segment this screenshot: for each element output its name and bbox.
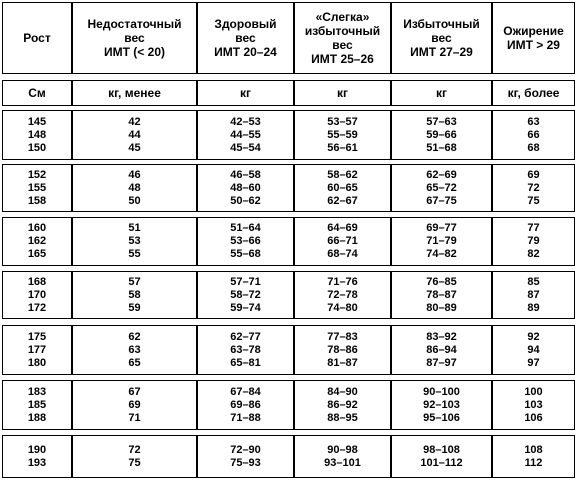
table-value: 75–93 bbox=[230, 456, 261, 469]
header-overweight bbox=[391, 2, 492, 74]
group-5-slightly-overweight bbox=[294, 325, 391, 375]
table-value: 165 bbox=[27, 248, 47, 260]
table-value: 112 bbox=[524, 456, 543, 469]
group-2-healthy bbox=[197, 164, 294, 212]
table-value: 69 bbox=[527, 168, 540, 181]
table-value: 46–58 bbox=[230, 168, 261, 181]
group-1-slightly-overweight bbox=[294, 110, 391, 160]
group-3-height bbox=[2, 217, 72, 266]
group-4-height bbox=[2, 271, 72, 319]
group-7-height bbox=[2, 435, 72, 478]
table-value: 72–78 bbox=[327, 288, 358, 301]
table-value: 180 bbox=[27, 356, 47, 369]
table-value: 76–85 bbox=[426, 275, 457, 288]
table-value: 92–103 bbox=[423, 398, 460, 411]
header-line: Избыточный bbox=[403, 17, 480, 31]
table-value: 86–92 bbox=[327, 398, 358, 411]
table-value: 175 bbox=[27, 330, 47, 343]
table-value: 74–80 bbox=[327, 301, 358, 314]
table-value: 93–101 bbox=[324, 456, 361, 469]
table-value: 59–66 bbox=[426, 128, 457, 141]
table-value: 95–106 bbox=[423, 411, 460, 424]
table-value: 69–77 bbox=[426, 222, 457, 234]
table-value: 65–81 bbox=[230, 356, 261, 369]
header-line: вес bbox=[235, 31, 256, 45]
table-value: 68 bbox=[527, 141, 540, 154]
table-value: 155 bbox=[27, 181, 47, 194]
group-2-overweight bbox=[391, 164, 492, 212]
header-line: Рост bbox=[23, 31, 51, 45]
table-value: 71–79 bbox=[426, 235, 457, 247]
unit-height: См bbox=[2, 80, 72, 106]
table-value: 150 bbox=[27, 141, 47, 154]
table-value: 57 bbox=[128, 275, 141, 288]
table-value: 168 bbox=[27, 275, 47, 288]
header-line: ИМТ > 29 bbox=[507, 38, 560, 52]
table-value: 67 bbox=[128, 385, 141, 398]
table-value: 59–74 bbox=[230, 301, 261, 314]
group-4-overweight bbox=[391, 271, 492, 319]
header-line: Недостаточный bbox=[87, 17, 182, 31]
table-value: 81–87 bbox=[327, 356, 358, 369]
table-value: 172 bbox=[27, 301, 47, 314]
table-value: 183 bbox=[27, 385, 47, 398]
group-1-overweight bbox=[391, 110, 492, 160]
group-6-overweight bbox=[391, 380, 492, 430]
table-value: 85 bbox=[527, 275, 540, 288]
group-7-underweight bbox=[72, 435, 197, 478]
table-value: 62 bbox=[128, 330, 141, 343]
table-value: 51–64 bbox=[230, 222, 261, 234]
table-value: 158 bbox=[27, 194, 47, 207]
table-value: 53–66 bbox=[230, 235, 261, 247]
table-value: 84–90 bbox=[327, 385, 358, 398]
header-line: «Слегка» bbox=[315, 10, 370, 24]
table-value: 55 bbox=[128, 248, 141, 260]
table-value: 64–69 bbox=[327, 222, 358, 234]
table-value: 65–72 bbox=[426, 181, 457, 194]
table-value: 51 bbox=[128, 222, 141, 234]
header-obese bbox=[492, 2, 575, 74]
group-7-slightly-overweight bbox=[294, 435, 391, 478]
table-value: 50–62 bbox=[230, 194, 261, 207]
table-value: 66–71 bbox=[327, 235, 358, 247]
table-value: 87–97 bbox=[426, 356, 457, 369]
header-line: ИМТ 20–24 bbox=[214, 45, 277, 59]
table-value: 185 bbox=[27, 398, 47, 411]
table-value: 108 bbox=[524, 443, 543, 456]
table-value: 53 bbox=[128, 235, 141, 247]
group-3-slightly-overweight bbox=[294, 217, 391, 266]
group-1-obese bbox=[492, 110, 575, 160]
table-value: 98–108 bbox=[423, 443, 460, 456]
table-value: 170 bbox=[27, 288, 47, 301]
table-value: 57–71 bbox=[230, 275, 261, 288]
header-line: вес bbox=[124, 31, 145, 45]
group-7-healthy bbox=[197, 435, 294, 478]
header-line: Здоровый bbox=[214, 17, 277, 31]
group-1-healthy bbox=[197, 110, 294, 160]
header-slightly-overweight bbox=[294, 2, 391, 74]
table-value: 46 bbox=[128, 168, 141, 181]
table-value: 57–63 bbox=[426, 115, 457, 128]
table-value: 69–86 bbox=[230, 398, 261, 411]
table-value: 48–60 bbox=[230, 181, 261, 194]
table-value: 58–72 bbox=[230, 288, 261, 301]
table-value: 77–83 bbox=[327, 330, 358, 343]
unit-slightly-overweight: кг bbox=[294, 80, 391, 106]
group-3-underweight bbox=[72, 217, 197, 266]
table-value: 55–59 bbox=[327, 128, 358, 141]
group-7-obese bbox=[492, 435, 575, 478]
table-value: 60–65 bbox=[327, 181, 358, 194]
header-line: избыточный bbox=[304, 24, 381, 38]
table-value: 97 bbox=[527, 356, 540, 369]
table-value: 44–55 bbox=[230, 128, 261, 141]
group-2-obese bbox=[492, 164, 575, 212]
group-1-height bbox=[2, 110, 72, 160]
group-6-obese bbox=[492, 380, 575, 430]
table-value: 82 bbox=[527, 248, 540, 260]
table-value: 51–68 bbox=[426, 141, 457, 154]
group-6-healthy bbox=[197, 380, 294, 430]
table-value: 79 bbox=[527, 235, 540, 247]
group-4-slightly-overweight bbox=[294, 271, 391, 319]
table-value: 177 bbox=[27, 343, 47, 356]
group-6-underweight bbox=[72, 380, 197, 430]
table-value: 67–84 bbox=[230, 385, 261, 398]
table-value: 78–87 bbox=[426, 288, 457, 301]
group-3-obese bbox=[492, 217, 575, 266]
group-5-healthy bbox=[197, 325, 294, 375]
group-5-underweight bbox=[72, 325, 197, 375]
group-4-healthy bbox=[197, 271, 294, 319]
unit-obese: кг, более bbox=[492, 80, 575, 106]
table-value: 59 bbox=[128, 301, 141, 314]
table-value: 74–82 bbox=[426, 248, 457, 260]
table-value: 86–94 bbox=[426, 343, 457, 356]
group-3-overweight bbox=[391, 217, 492, 266]
table-value: 90–98 bbox=[327, 443, 358, 456]
table-value: 106 bbox=[524, 411, 543, 424]
table-value: 89 bbox=[527, 301, 540, 314]
table-value: 148 bbox=[27, 128, 47, 141]
table-value: 75 bbox=[128, 456, 141, 469]
table-value: 63 bbox=[128, 343, 141, 356]
group-7-overweight bbox=[391, 435, 492, 478]
group-2-height bbox=[2, 164, 72, 212]
group-1-underweight bbox=[72, 110, 197, 160]
table-value: 58–62 bbox=[327, 168, 358, 181]
table-value: 69 bbox=[128, 398, 141, 411]
table-value: 71–76 bbox=[327, 275, 358, 288]
header-height bbox=[2, 2, 72, 74]
table-value: 45 bbox=[128, 141, 141, 154]
group-6-slightly-overweight bbox=[294, 380, 391, 430]
table-value: 162 bbox=[27, 235, 47, 247]
table-value: 72 bbox=[128, 443, 141, 456]
table-value: 92 bbox=[527, 330, 540, 343]
table-value: 44 bbox=[128, 128, 141, 141]
table-value: 50 bbox=[128, 194, 141, 207]
table-value: 68–74 bbox=[327, 248, 358, 260]
header-line: вес bbox=[431, 31, 452, 45]
table-value: 62–69 bbox=[426, 168, 457, 181]
table-value: 67–75 bbox=[426, 194, 457, 207]
table-value: 160 bbox=[27, 222, 47, 234]
group-3-healthy bbox=[197, 217, 294, 266]
table-value: 63–78 bbox=[230, 343, 261, 356]
table-value: 71–88 bbox=[230, 411, 261, 424]
table-value: 72 bbox=[527, 181, 540, 194]
table-value: 94 bbox=[527, 343, 540, 356]
unit-underweight: кг, менее bbox=[72, 80, 197, 106]
table-value: 188 bbox=[27, 411, 47, 424]
table-value: 152 bbox=[27, 168, 47, 181]
group-2-slightly-overweight bbox=[294, 164, 391, 212]
group-5-obese bbox=[492, 325, 575, 375]
table-value: 103 bbox=[524, 398, 543, 411]
table-value: 83–92 bbox=[426, 330, 457, 343]
unit-overweight: кг bbox=[391, 80, 492, 106]
table-value: 55–68 bbox=[230, 248, 261, 260]
table-value: 87 bbox=[527, 288, 540, 301]
group-4-underweight bbox=[72, 271, 197, 319]
table-value: 42 bbox=[128, 115, 141, 128]
header-line: вес bbox=[332, 38, 353, 52]
header-line: Ожирение bbox=[503, 24, 564, 38]
table-value: 66 bbox=[527, 128, 540, 141]
table-value: 145 bbox=[27, 115, 47, 128]
header-underweight bbox=[72, 2, 197, 74]
table-value: 80–89 bbox=[426, 301, 457, 314]
table-value: 101–112 bbox=[420, 456, 463, 469]
table-value: 42–53 bbox=[230, 115, 261, 128]
group-5-overweight bbox=[391, 325, 492, 375]
table-value: 62–77 bbox=[230, 330, 261, 343]
table-value: 72–90 bbox=[230, 443, 261, 456]
header-healthy bbox=[197, 2, 294, 74]
table-value: 71 bbox=[128, 411, 141, 424]
header-line: ИМТ 27–29 bbox=[410, 45, 473, 59]
table-value: 58 bbox=[128, 288, 141, 301]
table-value: 193 bbox=[27, 456, 47, 469]
table-value: 48 bbox=[128, 181, 141, 194]
table-value: 75 bbox=[527, 194, 540, 207]
header-line: ИМТ (< 20) bbox=[104, 45, 165, 59]
table-value: 63 bbox=[527, 115, 540, 128]
table-value: 78–86 bbox=[327, 343, 358, 356]
group-6-height bbox=[2, 380, 72, 430]
table-value: 45–54 bbox=[230, 141, 261, 154]
table-value: 90–100 bbox=[423, 385, 460, 398]
group-2-underweight bbox=[72, 164, 197, 212]
unit-healthy: кг bbox=[197, 80, 294, 106]
group-4-obese bbox=[492, 271, 575, 319]
table-value: 65 bbox=[128, 356, 141, 369]
table-value: 100 bbox=[524, 385, 543, 398]
table-value: 77 bbox=[527, 222, 540, 234]
table-value: 88–95 bbox=[327, 411, 358, 424]
header-line: ИМТ 25–26 bbox=[311, 52, 374, 66]
table-value: 56–61 bbox=[327, 141, 358, 154]
table-value: 62–67 bbox=[327, 194, 358, 207]
group-5-height bbox=[2, 325, 72, 375]
table-value: 190 bbox=[27, 443, 47, 456]
table-value: 53–57 bbox=[327, 115, 358, 128]
